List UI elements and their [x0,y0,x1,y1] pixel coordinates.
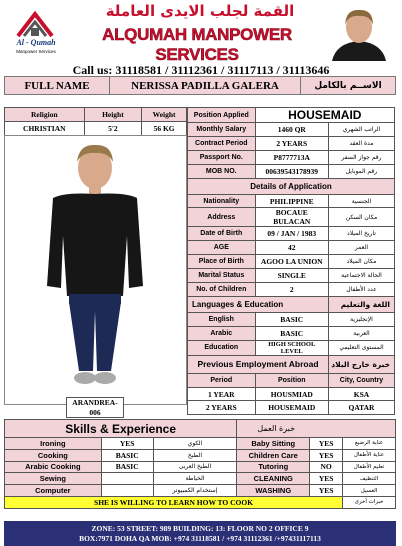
details-row-label: AGE [188,241,256,255]
details-row-label: Date of Birth [188,227,256,241]
employment-city: QATAR [328,401,394,415]
headshot-photo [328,3,390,61]
other-skills-arabic: خبرات أخرى [343,496,396,508]
skill-name: Baby Sitting [237,438,310,450]
contract-row-label: Contract Period [188,136,256,150]
language-row-value: BASIC [255,326,328,340]
skills-section-title-arabic: خبرة العمل [237,420,396,438]
details-row-arabic: تاريخ الميلاد [328,227,394,241]
employment-position: HOUSMIAD [255,387,328,401]
skill-name: Sewing [5,473,102,485]
languages-section-title-arabic: اللغة والتعليم [328,296,394,312]
contract-row-arabic: مدة العقد [328,136,394,150]
employment-section-title-arabic: خبرة خارج البلاد [328,355,394,373]
bio-table [4,107,187,136]
contract-row-arabic: الراتب الشهري [328,123,394,137]
skill-name: Computer [5,485,102,497]
skill-arabic: التنظيف [343,473,396,485]
religion-value: CHRISTIAN [5,122,85,136]
skill-value [101,485,153,497]
employment-city: KSA [328,387,394,401]
skill-arabic: الخياطة [153,473,237,485]
skills-section-title: Skills & Experience [5,420,237,438]
details-row-label: No. of Children [188,283,256,297]
skill-name: Children Care [237,449,310,461]
skill-name: Tutoring [237,461,310,473]
company-name-english: ALQUMAH MANPOWER SERVICES [102,25,292,64]
details-row-value: 42 [255,241,328,255]
skill-value: YES [310,485,343,497]
applicant-code: ARANDREA-006 [66,397,124,418]
full-name-value: NERISSA PADILLA GALERA [110,77,301,95]
contact-numbers: Call us: 31118581 / 31112361 / 31117113 / 31113646 [72,63,330,77]
contract-row-value: 2 YEARS [255,136,328,150]
details-row-arabic: الحالة الاجتماعية [328,269,394,283]
logo-text: Al - Qumah [16,38,56,47]
details-row-value: AGOO LA UNION [255,255,328,269]
language-row-value: HIGH SCHOOL LEVEL [255,340,328,355]
skill-arabic: عناية الرضيع [343,438,396,450]
application-details-table [187,107,395,415]
other-skills-note: SHE IS WILLING TO LEARN HOW TO COOK [5,496,343,508]
religion-header: Religion [5,108,85,122]
skill-value: BASIC [101,461,153,473]
full-name-row [4,76,396,95]
employment-position: HOUSEMAID [255,401,328,415]
skill-name: Cooking [5,449,102,461]
skill-arabic: الطبخ [153,449,237,461]
full-name-label: FULL NAME [5,77,110,95]
language-row-value: BASIC [255,312,328,326]
details-row-label: Marital Status [188,269,256,283]
skill-value [101,473,153,485]
skill-arabic: عناية الأطفال [343,449,396,461]
logo-subtitle: Manpower Services [16,49,56,54]
details-row-arabic: مكان السكن [328,208,394,227]
weight-header: Weight [142,108,187,122]
height-header: Height [84,108,142,122]
details-section-title: Details of Application [188,178,395,194]
contract-row-label: Monthly Salary [188,123,256,137]
skill-value: BASIC [101,449,153,461]
details-row-label: Place of Birth [188,255,256,269]
details-row-value: SINGLE [255,269,328,283]
details-row-value: PHILIPPINE [255,194,328,208]
skill-arabic: الطبخ العربى [153,461,237,473]
contract-row-value: 00639543178939 [255,164,328,178]
skill-value: YES [310,473,343,485]
skill-arabic: تعليم الأطفال [343,461,396,473]
details-row-arabic: الجنسية [328,194,394,208]
footer-line-1: ZONE: 53 STREET: 989 BUILDING: 13: FLOOR NO 2 OFFICE 9 [91,524,309,533]
weight-value: 56 KG [142,122,187,136]
footer-line-2: BOX:7971 DOHA QA MOB: +974 31118581 / +974 31112361 /+97431117113 [79,534,321,543]
skill-arabic: إستخدام الكمبيوتر [153,485,237,497]
details-row-value: 09 / JAN / 1983 [255,227,328,241]
employment-period: 2 YEARS [188,401,256,415]
skill-arabic: الغسيل [343,485,396,497]
contract-row-label: MOB NO. [188,164,256,178]
employment-header-city: City, Country [328,373,394,387]
skill-value: NO [310,461,343,473]
skills-table [4,419,396,509]
details-row-value: 2 [255,283,328,297]
skill-name: WASHING [237,485,310,497]
full-name-label-arabic: الاســم بالكامل [301,77,396,95]
skill-name: Arabic Cooking [5,461,102,473]
contract-row-arabic: رقم الموبايل [328,164,394,178]
details-row-value: BOCAUE BULACAN [255,208,328,227]
skill-arabic: الكوي [153,438,237,450]
footer-address [4,521,396,546]
contract-row-value: 1460 QR [255,123,328,137]
skill-name: CLEANING [237,473,310,485]
details-row-label: Nationality [188,194,256,208]
details-row-label: Address [188,208,256,227]
language-row-arabic: المستوى التعليمي [328,340,394,355]
skill-value: YES [310,449,343,461]
details-row-arabic: العمر [328,241,394,255]
employment-header-period: Period [188,373,256,387]
contract-row-label: Passport No. [188,150,256,164]
contract-row-arabic: رقم جواز السفر [328,150,394,164]
details-row-arabic: مكان الميلاد [328,255,394,269]
position-applied-value: HOUSEMAID [255,108,394,123]
height-value: 5'2 [84,122,142,136]
details-row-arabic: عدد الأطفال [328,283,394,297]
language-row-label: Education [188,340,256,355]
position-applied-label: Position Applied [188,108,256,123]
employment-section-title: Previous Employment Abroad [188,355,329,373]
language-row-arabic: الإنجليزية [328,312,394,326]
language-row-arabic: العربية [328,326,394,340]
skill-value: YES [310,438,343,450]
full-body-photo [4,135,187,405]
skill-name: Ironing [5,438,102,450]
company-name-arabic: القمة لجلب الايدى العاملة [105,2,295,20]
contract-row-value: P8777713A [255,150,328,164]
skill-value: YES [101,438,153,450]
language-row-label: Arabic [188,326,256,340]
language-row-label: English [188,312,256,326]
employment-header-position: Position [255,373,328,387]
languages-section-title: Languages & Education [188,296,329,312]
employment-period: 1 YEAR [188,387,256,401]
